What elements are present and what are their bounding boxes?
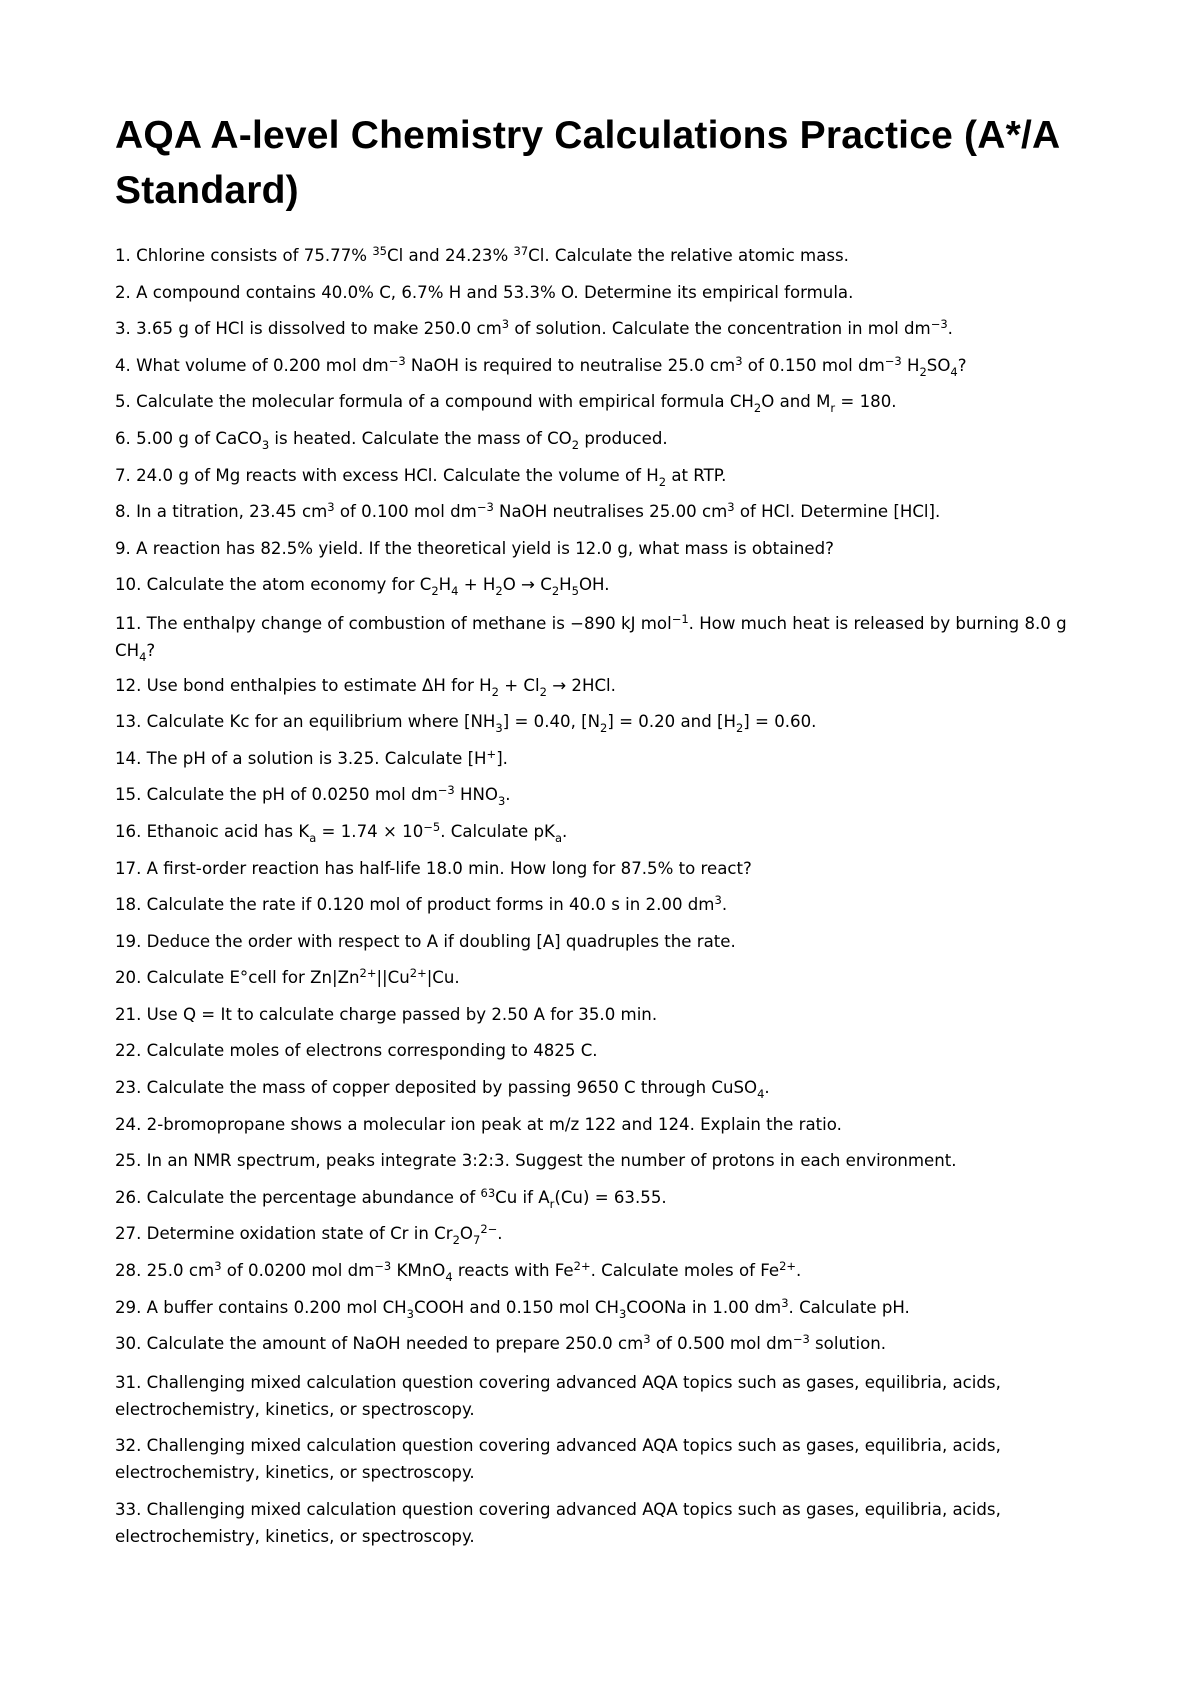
question-item: 9. A reaction has 82.5% yield. If the theoretical yield is 12.0 g, what mass is obtained?	[115, 538, 834, 558]
question-item: 16. Ethanoic acid has $K_a = 1.74 \times 10^{-5}$. Calculate $pK_a$.	[115, 819, 568, 845]
question-item: 15. Calculate the pH of 0.0250 mol $dm^{-3}$ $HNO_3$.	[115, 783, 511, 809]
question-item: 20. Calculate E°cell for $Zn|Zn^{2+}||Cu^{2+}|Cu$.	[115, 966, 460, 988]
question-item: 1. Chlorine consists of 75.77% $^{35}$Cl and 24.23% $^{37}$Cl. Calculate the relative atomic mass.	[115, 244, 849, 265]
question-item: 14. The pH of a solution is 3.25. Calculate [H+].	[115, 746, 508, 768]
question-item: 5. Calculate the molecular formula of a compound with empirical formula $CH_2O$ and $M_r = 180$.	[115, 392, 897, 416]
question-item: 19. Deduce the order with respect to A if doubling [A] quadruples the rate.	[115, 931, 736, 951]
question-item: 13. Calculate Kc for an equilibrium where $[NH_3] = 0.40$, $[N_2] = 0.20$ and $[H_2] = 0.60$.	[115, 712, 817, 736]
question-item: 24. 2-bromopropane shows a molecular ion peak at m/z 122 and 124. Explain the ratio.	[115, 1114, 842, 1134]
question-item: 4. What volume of 0.200 mol $dm^{-3}$ NaOH is required to neutralise 25.0 $cm^3$ of 0.150 mol $dm^{-3}$ $H_2SO_4$?	[115, 353, 967, 379]
question-item: 33. Challenging mixed calculation question covering advanced AQA topics such as gases, equilibria, acids, electrochemistry, kinetics, or spectroscopy.	[115, 1500, 1001, 1546]
question-item: 31. Challenging mixed calculation question covering advanced AQA topics such as gases, equilibria, acids, electrochemistry, kinetics, or spectroscopy.	[115, 1372, 1001, 1419]
question-item: 21. Use Q = It to calculate charge passed by 2.50 A for 35.0 min.	[115, 1004, 658, 1024]
question-item: 6. 5.00 g of CaCO$_3$ is heated. Calculate the mass of $CO_2$ produced.	[115, 428, 668, 452]
question-item: 29. A buffer contains 0.200 mol $CH_3COOH$ and 0.150 mol $CH_3COONa$ in 1.00 $dm^3$. Calculate pH.	[115, 1295, 910, 1321]
question-item: 8. In a titration, 23.45 $cm^3$ of 0.100 mol $dm^{-3}$ NaOH neutralises 25.00 $cm^3$ of HCl. Determine [HCl].	[115, 500, 941, 522]
question-item: 17. A first-order reaction has half-life 18.0 min. How long for 87.5% to react?	[115, 858, 752, 878]
question-item: 2. A compound contains 40.0% C, 6.7% H and 53.3% O. Determine its empirical formula.	[115, 282, 854, 302]
question-item: 26. Calculate the percentage abundance of $^{63}$Cu if $A_r(Cu) = 63.55$.	[115, 1185, 667, 1211]
question-item: 23. Calculate the mass of copper deposited by passing 9650 C through CuSO$_4$.	[115, 1078, 770, 1102]
question-item: 3. 3.65 g of HCl is dissolved to make 250.0 $cm^3$ of solution. Calculate the concentration in mol $dm^{-3}$.	[115, 317, 953, 339]
question-item: 22. Calculate moles of electrons corresponding to 4825 C.	[115, 1041, 598, 1061]
question-item: 11. The enthalpy change of combustion of methane is −890 kJ mol$^{-1}$. How much heat is released by burning 8.0 g $CH_4$?	[115, 611, 1067, 664]
question-item: 12. Use bond enthalpies to estimate ΔH for $H_2 + Cl_2 \to 2HCl$.	[115, 675, 616, 699]
question-list	[115, 244, 1105, 1560]
question-item: 28. 25.0 $cm^3$ of 0.0200 mol $dm^{-3}$ KMnO$_4$ reacts with $Fe^{2+}$. Calculate moles of $Fe^{2+}$.	[115, 1259, 802, 1285]
question-item: 10. Calculate the atom economy for $C_2H_4 + H_2O \to C_2H_5OH$.	[115, 575, 610, 599]
question-item: 32. Challenging mixed calculation question covering advanced AQA topics such as gases, equilibria, acids, electrochemistry, kinetics, or spectroscopy.	[115, 1436, 1001, 1483]
question-item: 30. Calculate the amount of NaOH needed to prepare 250.0 $cm^3$ of 0.500 mol $dm^{-3}$ solution.	[115, 1332, 887, 1354]
question-item: 25. In an NMR spectrum, peaks integrate 3:2:3. Suggest the number of protons in each environment.	[115, 1151, 957, 1171]
question-item: 18. Calculate the rate if 0.120 mol of product forms in 40.0 s in 2.00 $dm^3$.	[115, 893, 728, 915]
question-item: 7. 24.0 g of Mg reacts with excess HCl. Calculate the volume of $H_2$ at RTP.	[115, 465, 727, 489]
page-title: AQA A-level Chemistry Calculations Practice (A*/A Standard)	[115, 114, 1059, 212]
question-item: 27. Determine oxidation state of Cr in $Cr_2O_7^{2-}$.	[115, 1222, 503, 1248]
